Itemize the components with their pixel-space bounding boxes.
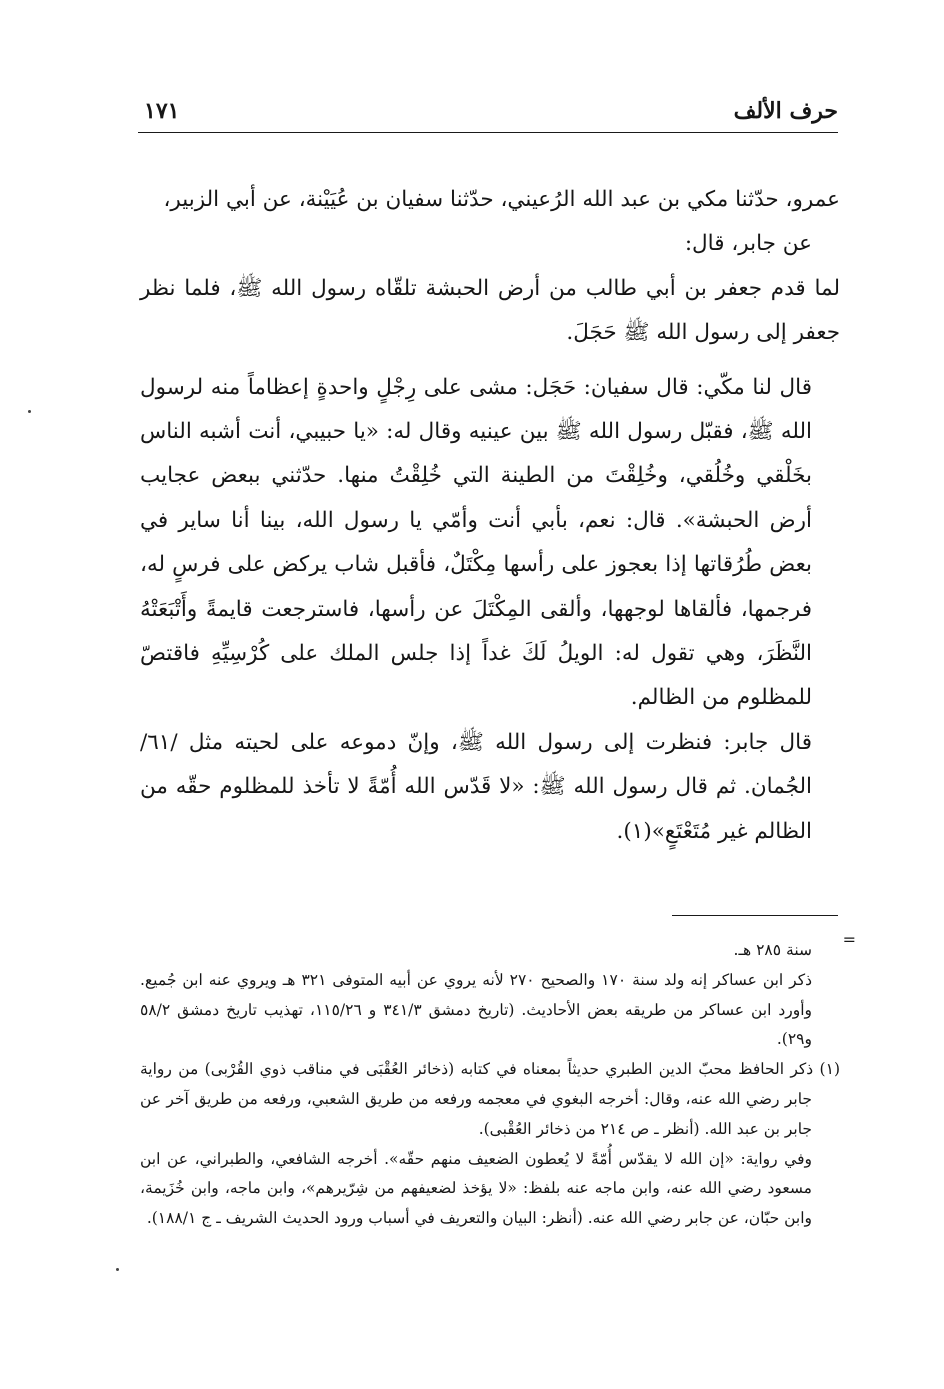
paragraph-conclusion: قال جابر: فنظرت إلى رسول الله ﷺ، وإنّ دموعه على لحيته مثل /٦١/ الجُمان. ثم قال رسول الله ﷺ: «لا قَدّس الله أُمّةً لا تأخذ للمظلوم حقّه من الظالم غير مُتَعْتَعٍ»(١).: [140, 729, 812, 844]
footnotes: [140, 936, 840, 1234]
footnote-continued-paragraph: ذكر ابن عساكر إنه ولد سنة ١٧٠ والصحيح ٢٧٠ لأنه يروي عن أبيه المتوفى ٣٢١ هـ ويروي عنه ابن جُميع. وأورد ابن عساكر من طريقه بعض الأحاديث. (تاريخ دمشق ٣٤١/٣ و ١١٥/٢٦، تهذيب تاريخ دمشق ٥٨/٢ و٢٩).: [140, 970, 813, 1049]
paragraph-jabir: عن جابر، قال:: [684, 231, 812, 257]
paragraph-hadith-opening: لما قدم جعفر بن أبي طالب من أرض الحبشة تلقّاه رسول الله ﷺ، فلما نظر جعفر إلى رسول الله ﷺ حَجَلَ.: [140, 275, 840, 346]
footnote-continued-line: سنة ٢٨٥ هـ.: [733, 941, 812, 959]
footnote-1-number: (١): [819, 1060, 840, 1079]
main-text: [140, 178, 840, 854]
chapter-title: حرف الألف: [733, 98, 838, 124]
footnote-continuation-mark: =: [842, 930, 856, 949]
scan-speck: [28, 410, 31, 413]
scan-speck: [116, 1268, 119, 1271]
footnote-separator: [672, 915, 838, 916]
running-header: [138, 92, 838, 133]
paragraph-narration: قال لنا مكّي: قال سفيان: حَجَل: مشى على رِجْلٍ واحدةٍ إعظاماً منه لرسول الله ﷺ، فقبّل رسول الله ﷺ بين عينيه وقال له: «يا حبيبي، أنت أشبه الناس بخَلْقي وخُلُقي، وخُلِقْتَ من الطينة التي خُلِقْتُ منها. حدّثني ببعض عجايب أرض الحبشة». قال: نعم، بأبي أنت وأمّي يا رسول الله، بينا أنا ساير في بعض طُرُقاتها إذا بعجوز على رأسها مِكْتَلٌ، فأقبل شاب يركض على فرسٍ له، فرجمها، فألقاها لوجهها، وألقى المِكْتَلَ عن رأسها، فاسترجعت قايمةً وأَتْبَعَتْهُ النَّظَرَ، وهي تقول له: الويلُ لَكَ غداً إذا جلس الملك على كُرْسِيِّهِ فاقتصّ للمظلوم من الظالم.: [140, 374, 812, 711]
page-number: ١٧١: [144, 98, 180, 124]
paragraph-isnad: عمرو، حدّثنا مكي بن عبد الله الرُعيني، حدّثنا سفيان بن عُيَيْنة، عن أبي الزبير،: [163, 187, 840, 212]
footnote-1-text: ذكر الحافظ محبّ الدين الطبري حديثاً بمعناه في كتابه (ذخائر العُقْبَى في مناقب ذوي القُرْبى) من رواية جابر رضي الله عنه، وقال: أخرجه البغوي في معجمه ورفعه من طريق الشعبي، ورفعه من طريق آخر عن جابر بن عبد الله. (أنظر ـ ص ٢١٤ من ذخائر العُقْبى).: [140, 1060, 814, 1138]
footnote-1-continuation: وفي رواية: «إن الله لا يقدّس أُمّةً لا يُعطون الضعيف منهم حقّه». أخرجه الشافعي، والطبراني، عن ابن مسعود رضي الله عنه، وابن ماجه عنه بلفظ: «لا يؤخذ لضعيفهم من شِرّيرهم»، وابن ماجه، وابن خُزَيمة، وابن حبّان، عن جابر رضي الله عنه. (أنظر: البيان والتعريف في أسباب ورود الحديث الشريف ـ ج ١٨٨/١).: [140, 1149, 812, 1228]
footnote-1: [140, 1055, 840, 1144]
